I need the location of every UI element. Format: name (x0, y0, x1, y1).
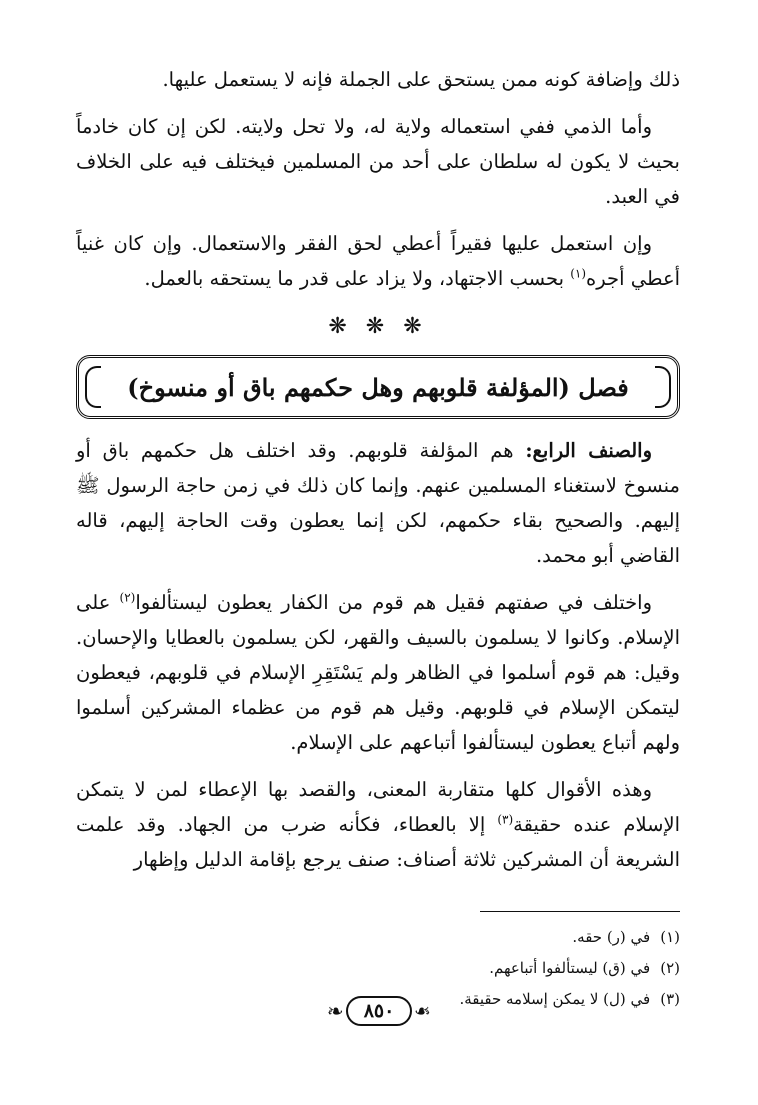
page-number-area (0, 996, 758, 1026)
footnote-1-text: في (ر) حقه. (572, 928, 651, 946)
paragraph-5-before: واختلف في صفتهم فقيل هم قوم من الكفار يعطون ليستألفوا (135, 591, 652, 614)
paragraph-4-text: هم المؤلفة قلوبهم. وقد اختلف هل حكمهم باق أو منسوخ لاستغناء المسلمين عنهم. وإنما كان ذلك في زمن حاجة الرسول ﷺ إليهم. والصحيح بقاء حكمهم، لكن إنما يعطون وقت الحاجة إليهم، قاله القاضي أبو محمد. (76, 439, 680, 567)
section-separator: ❋ ❋ ❋ (328, 314, 428, 339)
footnote-rule (480, 911, 680, 912)
footnote-1 (76, 922, 680, 953)
paragraph-3-before: وإن استعمل عليها فقيراً أعطي لحق الفقر والاستعمال. وإن كان غنياً أعطي أجره (76, 232, 680, 290)
section-title: فصل (المؤلفة قلوبهم وهل حكمهم باق أو منسوخ) (127, 372, 629, 402)
paragraph-6-after: إلا بالعطاء، فكأنه ضرب من الجهاد. وقد علمت الشريعة أن المشركين ثلاثة أصناف: صنف يرجع بإقامة الدليل وإظهار (76, 813, 680, 871)
paragraph-5-after: على الإسلام. وكانوا لا يسلمون بالسيف والقهر، لكن يسلمون بالعطايا والإحسان. وقيل: هم قوم أسلموا في الظاهر ولم يَسْتَقِرِ الإسلام في قلوبهم، فيعطون ليتمكن الإسلام في قلوبهم. وقيل هم قوم من عظماء المشركين أسلموا ولهم أتباع يعطون ليستألفوا أتباعهم على الإسلام. (76, 591, 680, 754)
paragraph-2: وأما الذمي ففي استعماله ولاية له، ولا تحل ولايته. لكن إن كان خادماً بحيث لا يكون له سلطان على أحد من المسلمين فيختلف فيه على الخلاف في العبد. (76, 115, 680, 208)
paragraph-3 (76, 226, 680, 296)
paragraph-4-lead: والصنف الرابع: (525, 439, 653, 462)
paragraph-3-after: بحسب الاجتهاد، ولا يزاد على قدر ما يستحقه بالعمل. (144, 267, 571, 290)
paragraph-6-before: وهذه الأقوال كلها متقاربة المعنى، والقصد بها الإعطاء لمن لا يتمكن الإسلام عنده حقيقة (76, 778, 680, 836)
ornament-right-icon: ❧ (414, 999, 432, 1023)
footnote-2-text: في (ق) ليستألفوا أتباعهم. (489, 959, 651, 977)
footnote-3-number: (٣) (660, 990, 680, 1008)
footnote-ref-1[interactable]: (١) (570, 266, 587, 281)
footnote-ref-3[interactable]: (٣) (497, 812, 514, 827)
footnote-1-number: (١) (660, 928, 680, 946)
ornament-left-icon: ❧ (326, 999, 344, 1023)
footnote-ref-2[interactable]: (٢) (119, 590, 136, 605)
section-header (76, 355, 680, 419)
page-number: ٨٥٠ (346, 996, 413, 1026)
paragraph-5 (76, 585, 680, 760)
page-body (76, 62, 680, 1015)
footnote-2-number: (٢) (660, 959, 680, 977)
footnote-3-text: في (ل) لا يمكن إسلامه حقيقة. (459, 990, 651, 1008)
footnote-2 (76, 953, 680, 984)
paragraph-1: ذلك وإضافة كونه ممن يستحق على الجملة فإنه لا يستعمل عليها. (162, 68, 680, 91)
paragraph-6 (76, 772, 680, 877)
paragraph-4 (76, 433, 680, 573)
